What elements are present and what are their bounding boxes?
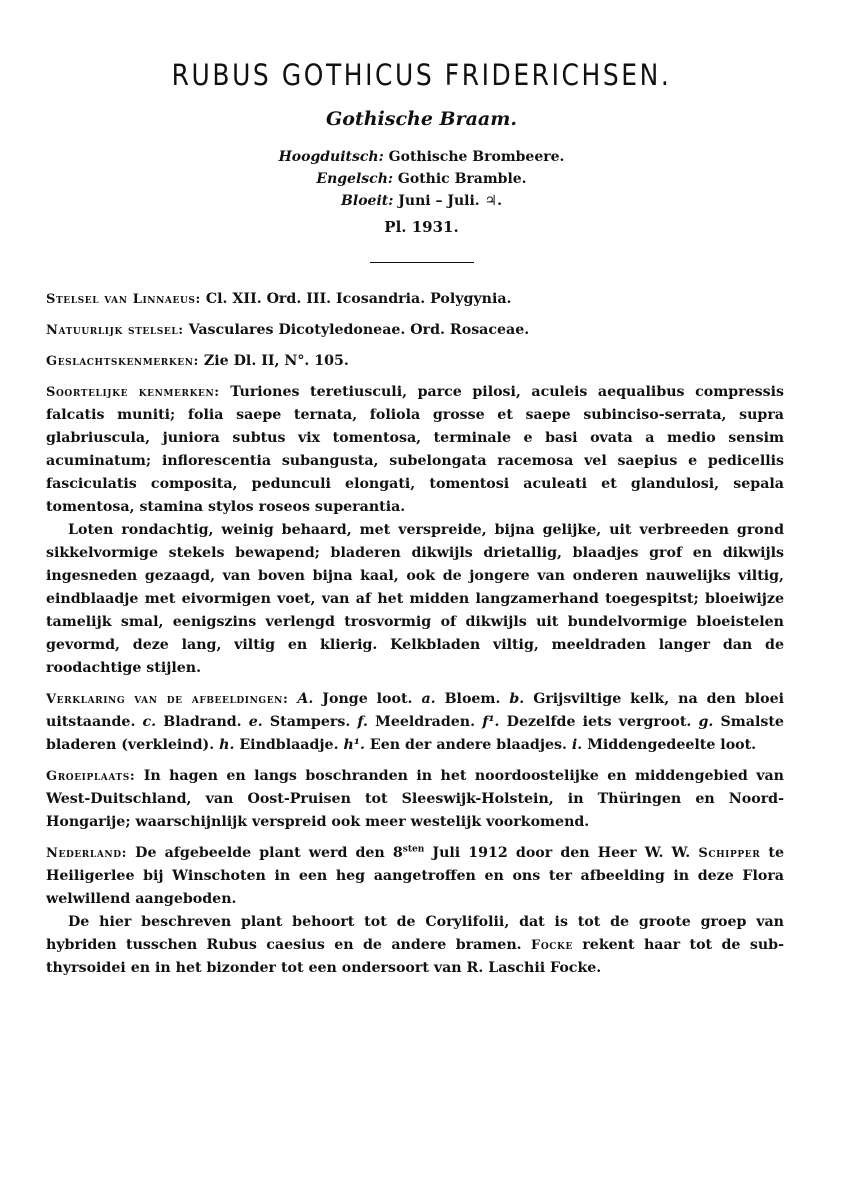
figure-key: a. [421,691,436,707]
figure-description: Meeldraden. [375,714,476,730]
figure-explanation-paragraph: Verklaring van de afbeeldingen: A. Jonge loot. a. Bloem. b. Grijsviltige kelk, na den bloei uitstaande. c. Bladrand. e. Stampers. f. Meeldraden. f¹. Dezelfde iets vergroot. g. Smalste bladeren (verkleind). h. Eindblaadje. h¹. Een der andere blaadjes. i. Middengedeelte loot. [46,691,785,753]
figure-description: Smalste bladeren (verkleind). [46,714,784,753]
figure-key: e. [248,714,263,730]
figure-key: h. [219,737,235,753]
plate-number: Pl. 1931. [384,218,459,236]
page-title: RUBUS GOTHICUS FRIDERICHSEN. [171,58,672,92]
netherlands-paragraph: Nederland: De afgebeelde plant werd den $8^{sten}$ Juli 1912 door den Heer W. W. Schipper te Heiligerlee bij Winschoten in een heg aangetroffen en ons ter afbeelding in deze Flora welwillend aangeboden. [46,844,784,907]
genus-characters-paragraph: Geslachtskenmerken: Zie Dl. II, N°. 105. [46,353,349,369]
figure-key: h¹. [343,737,365,753]
flowering-period: Bloeit: Juni – Juli. ♃. [341,193,502,209]
divider-rule [370,262,474,263]
figure-description: Stampers. [269,714,351,730]
linnaeus-paragraph: Stelsel van Linnaeus: Cl. XII. Ord. III. Icosandria. Polygynia. [46,291,512,307]
page-subtitle: Gothische Braam. [326,108,517,130]
body-text [46,288,784,980]
figure-key: f¹. [482,714,500,730]
figure-key: b. [509,691,525,707]
figure-description: Bladrand. [163,714,242,730]
natural-system-paragraph: Natuurlijk stelsel: Vasculares Dicotyledoneae. Ord. Rosaceae. [46,322,530,338]
figure-description: Een der andere blaadjes. [369,737,567,753]
figure-key: A. [297,691,314,707]
figure-description: Jonge loot. [322,691,413,707]
figure-description: Dezelfde iets vergroot. [506,714,692,730]
figure-key: g. [698,714,714,730]
figure-description: Bloem. [444,691,501,707]
name-german: Hoogduitsch: Gothische Brombeere. [278,149,565,165]
figure-description: Eindblaadje. [239,737,339,753]
species-characters-paragraph: Soortelijke kenmerken: Turiones teretiusculi, parce pilosi, aculeis aequalibus compressis falcatis muniti; folia saepe ternata, foliola grosse et saepe subinciso-serrata, supra glabriuscula, juniora subtus vix tomentosa, terminale e basi ovata a medio sensim acuminatum; inflorescentia subangusta, subelongata racemosa vel saepius e pedicellis fasciculatis composita, pedunculi elongati, tomentosi aculeati et glandulosi, sepala tomentosa, stamina stylos roseos superantia. [46,384,784,515]
vernacular-names [0,146,843,212]
habitat-paragraph: Groeiplaats: In hagen en langs boschranden in het noordoostelijke en middengebied van West-Duitschland, van Oost-Pruisen tot Sleeswijk-Holstein, in Thüringen en Noord-Hongarije; waarschijnlijk verspreid ook meer westelijk voorkomend. [46,768,784,830]
figure-key: c. [142,714,157,730]
dutch-description-paragraph: Loten rondachtig, weinig behaard, met verspreide, bijna gelijke, uit verbreeden grond sikkelvormige stekels bewapend; bladeren dikwijls drietallig, blaadjes grof en dikwijls ingesneden gezaagd, van boven bijna kaal, ook de jongere van onderen nauwelijks viltig, eindblaadje met eivormigen voet, van af het midden langzamerhand toegespitst; bloeiwijze tamelijk smal, eenigszins verlengd trosvormig of dikwijls uit bundelvormige bloeistelen gevormd, deze lang, viltig en klierig. Kelkbladen viltig, meeldraden langer dan de roodachtige stijlen. [46,522,784,676]
figure-key: i. [571,737,583,753]
figure-description: Middengedeelte loot. [587,737,757,753]
figure-key: f. [357,714,368,730]
closing-paragraph: De hier beschreven plant behoort tot de Corylifolii, dat is tot de groote groep van hybriden tusschen Rubus caesius en de andere bramen. Focke rekent haar tot de sub-thyrsoidei en in het bizonder tot een ondersoort van R. Laschii Focke. [46,914,784,976]
name-english: Engelsch: Gothic Bramble. [316,171,527,187]
figure-description: Grijsviltige kelk, na den bloei uitstaande. [46,691,785,730]
